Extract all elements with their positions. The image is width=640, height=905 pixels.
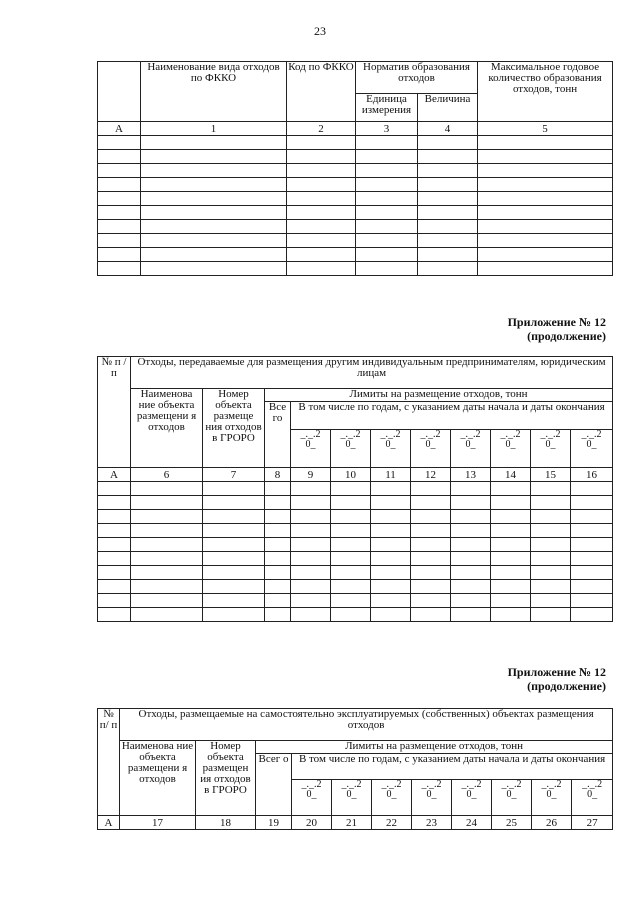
table-cell (418, 220, 478, 234)
table-cell (531, 552, 571, 566)
table-cell (356, 206, 418, 220)
table-cell (356, 150, 418, 164)
header-total: Все го (265, 402, 291, 468)
table-cell (98, 608, 131, 622)
table-cell (571, 608, 613, 622)
table-cell (491, 580, 531, 594)
table-cell (98, 510, 131, 524)
table-cell (98, 136, 141, 150)
table-cell (571, 524, 613, 538)
header-transferred-waste: Отходы, передаваемые для размещения другим индивидуальным предпринимателям, юридическим лицам (131, 357, 613, 389)
table-cell (491, 496, 531, 510)
table-cell (131, 496, 203, 510)
header-fkko-code: Код по ФККО (287, 62, 356, 122)
header-by-years: В том числе по годам, с указанием даты начала и даты окончания (292, 754, 613, 780)
table-cell (331, 510, 371, 524)
table-cell (418, 150, 478, 164)
table-cell (287, 178, 356, 192)
table-cell (371, 496, 411, 510)
table-cell (265, 496, 291, 510)
table-cell (265, 538, 291, 552)
table-cell (98, 262, 141, 276)
table-cell (411, 580, 451, 594)
table-cell (331, 566, 371, 580)
table-row (98, 234, 613, 248)
table-cell (203, 538, 265, 552)
table-cell (418, 136, 478, 150)
table-cell (418, 192, 478, 206)
table-cell (203, 566, 265, 580)
table-cell (131, 538, 203, 552)
appendix-subtitle: (продолжение) (527, 679, 606, 693)
header-total: Всег о (256, 754, 292, 816)
table-cell (331, 538, 371, 552)
table-cell (141, 234, 287, 248)
table-cell (131, 608, 203, 622)
appendix-subtitle: (продолжение) (527, 329, 606, 343)
table-row (98, 220, 613, 234)
table-cell (571, 594, 613, 608)
table-cell (356, 192, 418, 206)
table-cell (371, 608, 411, 622)
header-limits: Лимиты на размещение отходов, тонн (256, 741, 613, 754)
column-numbers-row: А 6 7 8 9 10 11 12 13 14 15 16 (98, 468, 613, 482)
appendix-heading-1 (508, 315, 606, 343)
header-limits: Лимиты на размещение отходов, тонн (265, 389, 613, 402)
table-cell (478, 178, 613, 192)
table-cell (287, 234, 356, 248)
table-cell (491, 538, 531, 552)
table-row (98, 608, 613, 622)
table-cell (451, 608, 491, 622)
table-cell (141, 248, 287, 262)
table-cell (418, 262, 478, 276)
table-cell (478, 136, 613, 150)
table-cell (291, 594, 331, 608)
table-row (98, 594, 613, 608)
table-cell (291, 510, 331, 524)
table-cell (531, 510, 571, 524)
table-cell (531, 482, 571, 496)
table-cell (141, 150, 287, 164)
column-numbers-row: А 17 18 19 20 21 22 23 24 25 26 27 (98, 816, 613, 830)
table-cell (371, 524, 411, 538)
table-cell (371, 482, 411, 496)
table-cell (491, 608, 531, 622)
table-cell (451, 552, 491, 566)
table-cell (571, 510, 613, 524)
table-row (98, 552, 613, 566)
appendix-heading-2 (508, 665, 606, 693)
table-cell (141, 178, 287, 192)
table-cell (531, 538, 571, 552)
table-cell (478, 164, 613, 178)
table-cell (98, 248, 141, 262)
table-cell (98, 164, 141, 178)
table-cell (141, 136, 287, 150)
table-cell (131, 566, 203, 580)
table-cell (491, 552, 531, 566)
table-row (98, 136, 613, 150)
table-cell (265, 552, 291, 566)
table-cell (531, 524, 571, 538)
table-cell (411, 566, 451, 580)
own-objects-waste-table (97, 708, 613, 830)
table-cell (531, 608, 571, 622)
year-cells-row: _._.2 0_ _._.2 0_ _._.2 0_ _._.2 0_ _._.2 0_ _._.2 0_ _._.2 0_ _._.2 0_ (98, 430, 613, 468)
table-cell (131, 552, 203, 566)
table-cell (265, 580, 291, 594)
table-cell (451, 496, 491, 510)
table-cell (418, 206, 478, 220)
header-norm: Норматив образования отходов (356, 62, 478, 94)
table-cell (331, 482, 371, 496)
table-cell (98, 206, 141, 220)
table-row (98, 538, 613, 552)
table-cell (331, 580, 371, 594)
table-cell (411, 594, 451, 608)
table-cell (203, 580, 265, 594)
table-cell (451, 538, 491, 552)
table-cell (418, 178, 478, 192)
transferred-waste-table (97, 356, 613, 622)
table-row (98, 164, 613, 178)
table-cell (291, 524, 331, 538)
table-cell (203, 496, 265, 510)
table-cell (491, 510, 531, 524)
table-cell (291, 482, 331, 496)
header-object-name: Наименова ние объекта размещени я отходов (120, 741, 196, 816)
table-cell (478, 248, 613, 262)
table-cell (331, 524, 371, 538)
page-number: 23 (314, 24, 326, 38)
header-row-number: № п/ п (98, 709, 120, 816)
table-cell (491, 482, 531, 496)
table-cell (491, 594, 531, 608)
table-cell (531, 496, 571, 510)
table-cell (291, 566, 331, 580)
table-cell (411, 524, 451, 538)
appendix-title: Приложение № 12 (507, 315, 606, 329)
table-cell (98, 524, 131, 538)
header-object-name: Наименова ние объекта размещени я отходов (131, 389, 203, 468)
table-cell (98, 150, 141, 164)
table-cell (203, 608, 265, 622)
table-cell (291, 552, 331, 566)
table-cell (478, 234, 613, 248)
table-cell (451, 566, 491, 580)
table-cell (203, 482, 265, 496)
table-cell (478, 150, 613, 164)
table-cell (265, 594, 291, 608)
table-cell (356, 248, 418, 262)
table-cell (356, 136, 418, 150)
table-cell (356, 164, 418, 178)
table-cell (287, 248, 356, 262)
table-cell (491, 524, 531, 538)
table-cell (98, 192, 141, 206)
table-cell (356, 234, 418, 248)
table-cell (418, 234, 478, 248)
table-cell (571, 538, 613, 552)
header-unit: Единица измерения (356, 94, 418, 122)
table-row (98, 206, 613, 220)
table-cell (131, 594, 203, 608)
waste-norm-table (97, 61, 613, 276)
table-cell (418, 164, 478, 178)
table-cell (478, 220, 613, 234)
table-cell (291, 496, 331, 510)
year-cells-row: _._.2 0_ _._.2 0_ _._.2 0_ _._.2 0_ _._.2 0_ _._.2 0_ _._.2 0_ _._.2 0_ (98, 780, 613, 816)
table-cell (141, 164, 287, 178)
table-cell (411, 510, 451, 524)
table-cell (531, 594, 571, 608)
table-cell (371, 580, 411, 594)
table-cell (418, 248, 478, 262)
table-cell (371, 538, 411, 552)
table-row (98, 262, 613, 276)
table-row (98, 524, 613, 538)
table-cell (287, 262, 356, 276)
table-cell (411, 482, 451, 496)
table-cell (356, 220, 418, 234)
table-cell (141, 206, 287, 220)
table-row (98, 482, 613, 496)
header-own-objects-waste: Отходы, размещаемые на самостоятельно эксплуатируемых (собственных) объектах размещения отходов (120, 709, 613, 741)
table-row (98, 566, 613, 580)
table-cell (287, 136, 356, 150)
table-cell (411, 496, 451, 510)
table-cell (571, 482, 613, 496)
table-cell (98, 178, 141, 192)
table-cell (411, 552, 451, 566)
table-cell (411, 538, 451, 552)
table-cell (141, 262, 287, 276)
table-row (98, 496, 613, 510)
table-cell (141, 192, 287, 206)
table-cell (131, 482, 203, 496)
table-cell (265, 524, 291, 538)
table-row (98, 510, 613, 524)
table-cell (331, 496, 371, 510)
header-value: Величина (418, 94, 478, 122)
table-cell (141, 220, 287, 234)
table-cell (411, 608, 451, 622)
table-cell (356, 262, 418, 276)
table-cell (531, 580, 571, 594)
table-cell (131, 580, 203, 594)
header-waste-name: Наименование вида отходов по ФККО (141, 62, 287, 122)
table-cell (265, 608, 291, 622)
table-cell (531, 566, 571, 580)
table-cell (98, 234, 141, 248)
table-cell (203, 552, 265, 566)
table-cell (287, 206, 356, 220)
table-cell (291, 580, 331, 594)
header-max-annual: Максимальное годовое количество образования отходов, тонн (478, 62, 613, 122)
table-cell (451, 594, 491, 608)
table-cell (131, 524, 203, 538)
table-cell (451, 524, 491, 538)
table-row (98, 580, 613, 594)
table-cell (291, 538, 331, 552)
table-cell (265, 510, 291, 524)
table-cell (98, 220, 141, 234)
table-cell (451, 580, 491, 594)
table-cell (451, 510, 491, 524)
table-row (98, 192, 613, 206)
table-cell (98, 594, 131, 608)
table-cell (98, 496, 131, 510)
header-groro-number: Номер объекта размещен ия отходов в ГРОРО (196, 741, 256, 816)
table-cell (98, 552, 131, 566)
column-numbers-row: А 1 2 3 4 5 (98, 122, 613, 136)
header-groro-number: Номер объекта размеще ния отходов в ГРОРО (203, 389, 265, 468)
table-cell (451, 482, 491, 496)
table-cell (265, 566, 291, 580)
table-cell (291, 608, 331, 622)
table-cell (571, 566, 613, 580)
table-cell (131, 510, 203, 524)
table-cell (356, 178, 418, 192)
table-cell (491, 566, 531, 580)
table-cell (371, 594, 411, 608)
table-cell (571, 580, 613, 594)
table-cell (478, 206, 613, 220)
table-row (98, 248, 613, 262)
table-cell (287, 150, 356, 164)
table-row (98, 150, 613, 164)
table-cell (98, 566, 131, 580)
table-cell (478, 192, 613, 206)
header-row-number: № п /п (98, 357, 131, 468)
header-by-years: В том числе по годам, с указанием даты начала и даты окончания (291, 402, 613, 430)
table-cell (371, 510, 411, 524)
table-cell (331, 594, 371, 608)
table-cell (203, 510, 265, 524)
table-cell (331, 552, 371, 566)
table-cell (98, 580, 131, 594)
table-cell (571, 496, 613, 510)
appendix-title: Приложение № 12 (507, 665, 606, 679)
table-cell (331, 608, 371, 622)
table-cell (203, 524, 265, 538)
table-cell (478, 262, 613, 276)
table-cell (98, 538, 131, 552)
table-row (98, 178, 613, 192)
table-cell (371, 552, 411, 566)
table-cell (287, 220, 356, 234)
table-cell (203, 594, 265, 608)
table-cell (371, 566, 411, 580)
table-cell (287, 164, 356, 178)
table-cell (287, 192, 356, 206)
table-cell (571, 552, 613, 566)
table-cell (98, 482, 131, 496)
table-cell (265, 482, 291, 496)
